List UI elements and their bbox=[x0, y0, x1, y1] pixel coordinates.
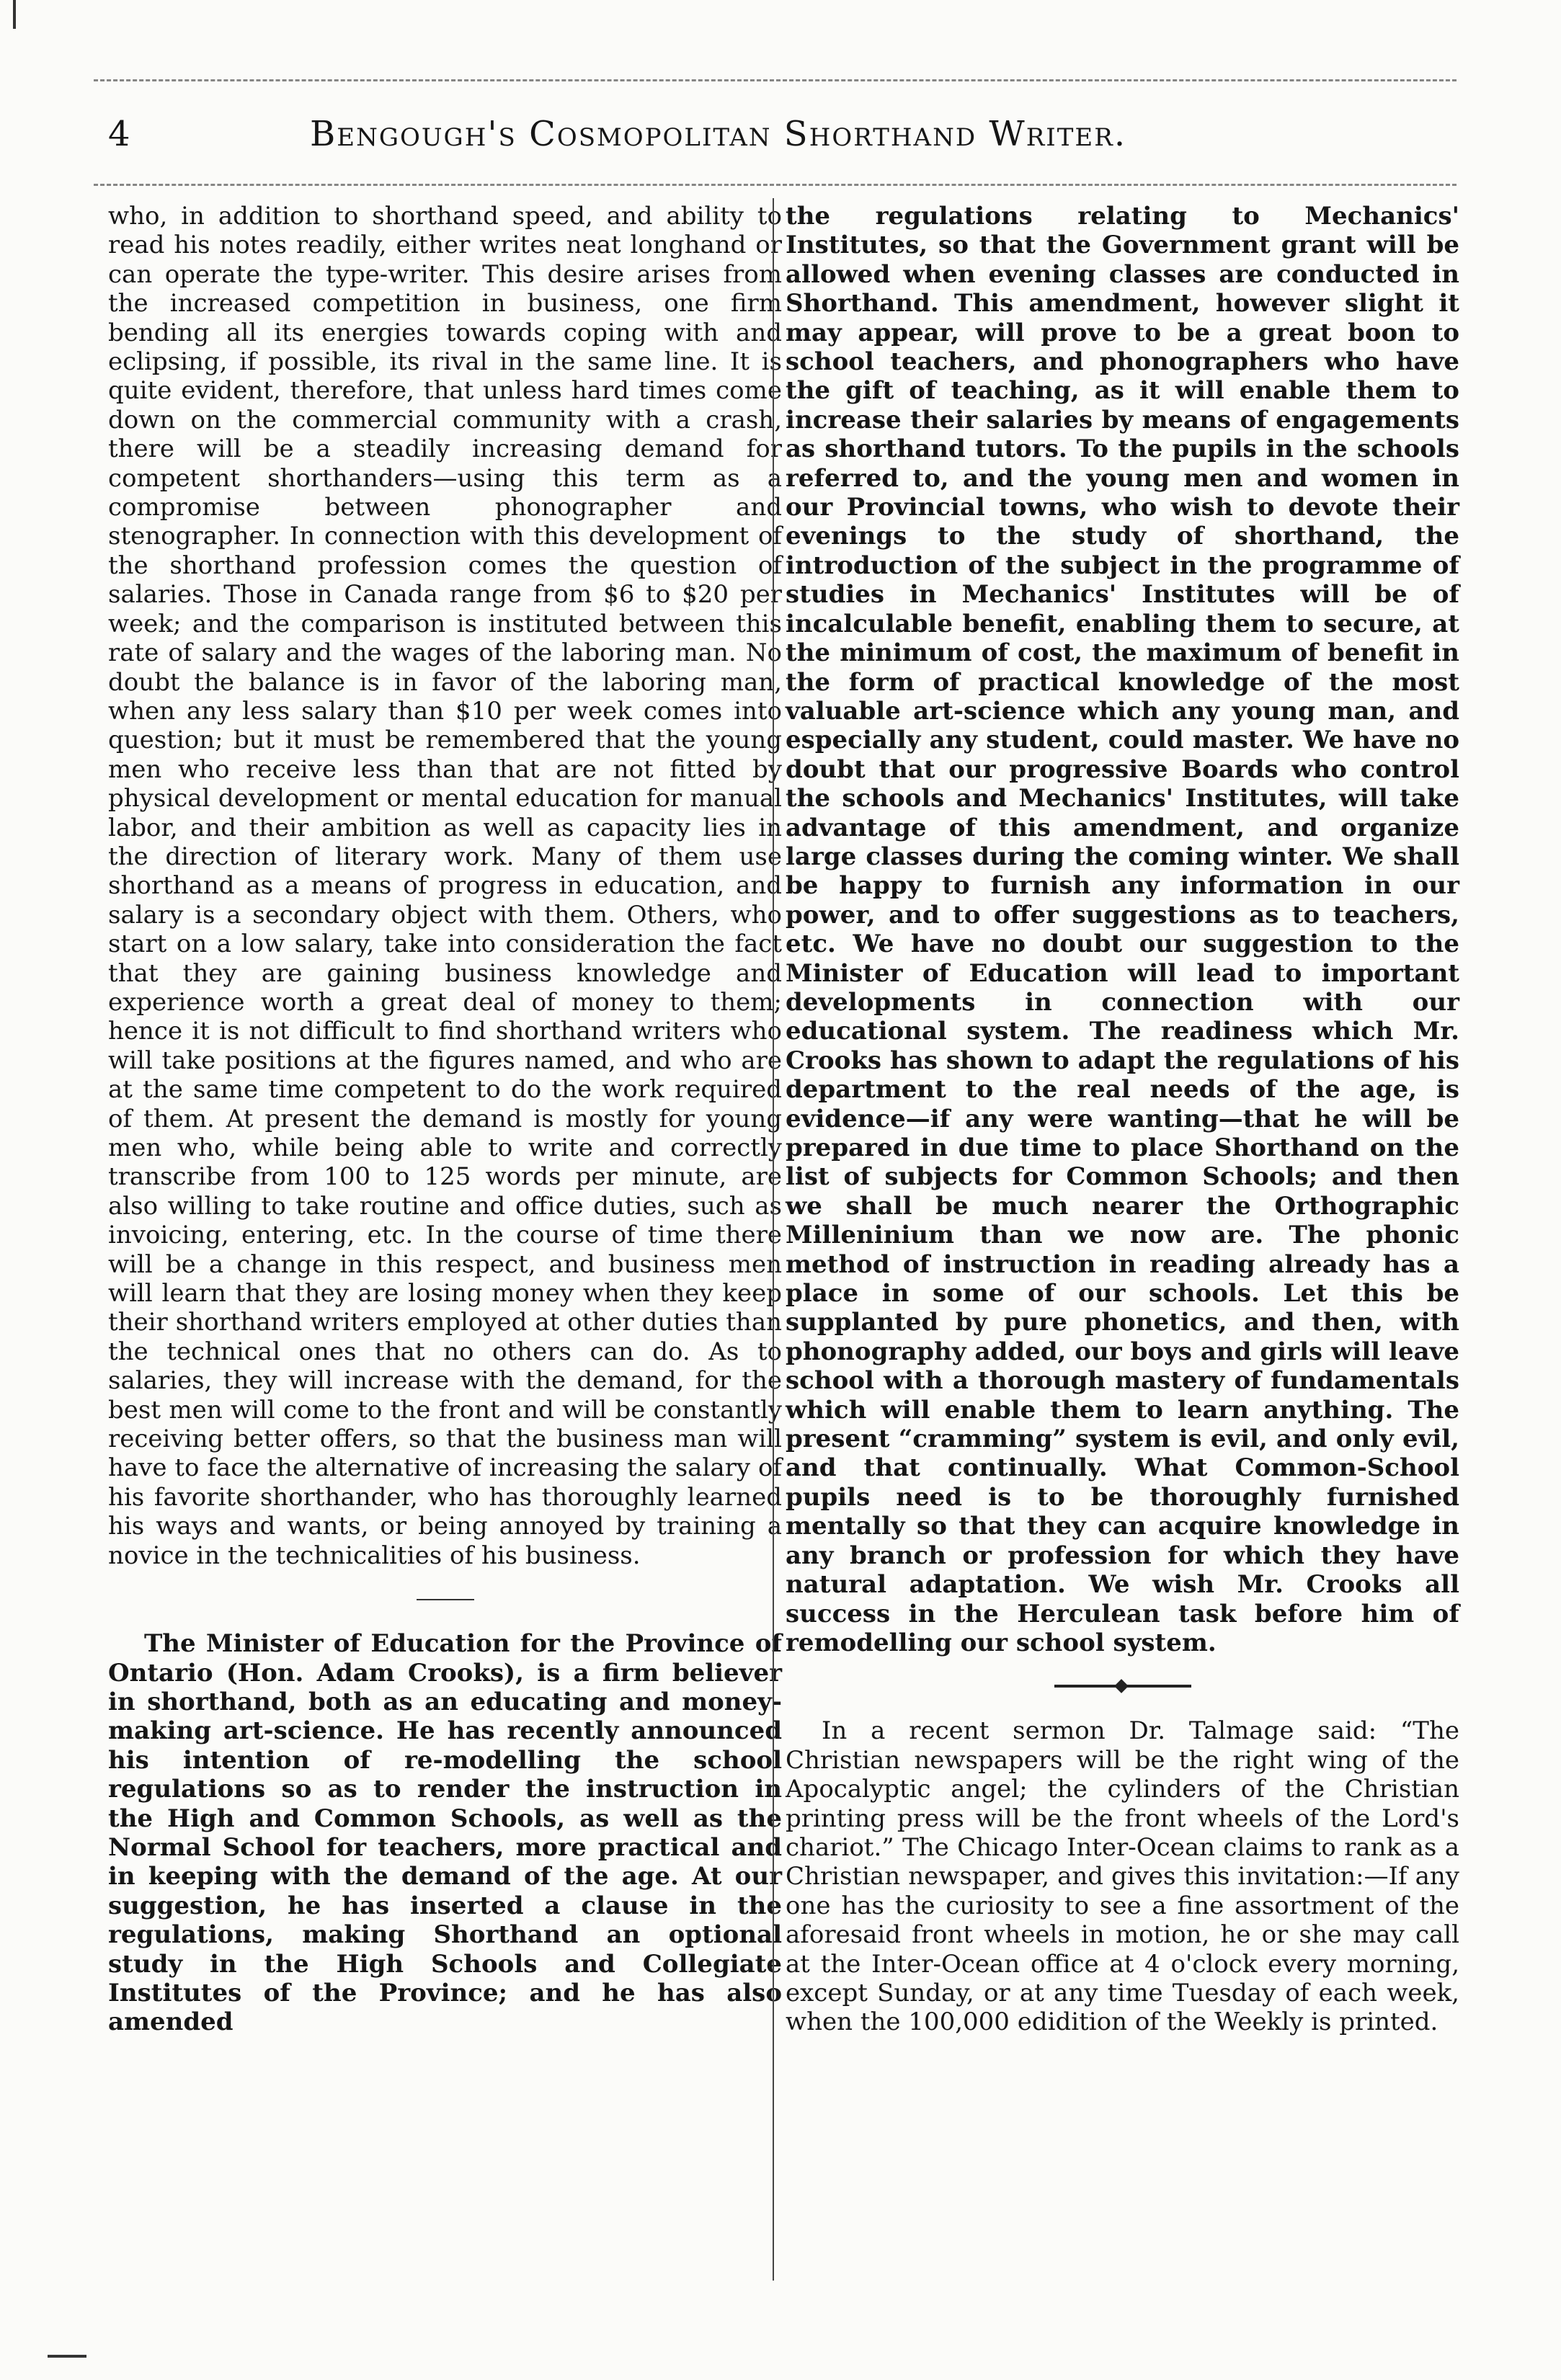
talmage-paragraph: In a recent sermon Dr. Talmage said: “The Christian newspapers will be the right wing of the Apocalyptic angel; the cylinders of the Christian printing press will be the front wheels of the Lord's chariot.” The Chicago Inter-Ocean claims to rank as a Christian newspaper, and gives this invitation:—If any one has the curiosity to see a fine assortment of the aforesaid front wheels in motion, he or she may call at the Inter-Ocean office at 4 o'clock every morning, except Sunday, or at any time Tuesday of each week, when the 100,000 edidition of the Weekly is printed. bbox=[786, 1716, 1459, 2037]
minister-of-education-paragraph: The Minister of Education for the Province of Ontario (Hon. Adam Crooks), is a firm believer in shorthand, both as an educating and money-making art-science. He has recently announced his intention of re-modelling the school regulations so as to render the instruction in the High and Common Schools, as well as the Normal School for teachers, more practical and in keeping with the demand of the age. At our suggestion, he has inserted a clause in the regulations, making Shorthand an optional study in the High Schools and Collegiate Institutes of the Province; and he has also amended bbox=[108, 1629, 782, 2037]
section-divider bbox=[417, 1599, 474, 1600]
page-header bbox=[94, 108, 1457, 166]
right-column bbox=[786, 202, 1459, 2037]
ornamental-divider bbox=[1054, 1685, 1191, 1688]
column-divider bbox=[773, 198, 774, 2281]
header-rule bbox=[94, 184, 1457, 186]
mechanics-institutes-paragraph: the regulations relating to Mechanics' Institutes, so that the Government grant will be allowed when evening classes are conducted in Shorthand. This amendment, however slight it may appear, will prove to be a great boon to school teachers, and phonographers who have the gift of teaching, as it will enable them to increase their salaries by means of engagements as shorthand tutors. To the pupils in the schools referred to, and the young men and women in our Provincial towns, who wish to devote their evenings to the study of shorthand, the introduction of the subject in the programme of studies in Mechanics' Institutes will be of incalculable benefit, enabling them to secure, at the minimum of cost, the maximum of benefit in the form of practical knowledge of the most valuable art-science which any young man, and especially any student, could master. We have no doubt that our progressive Boards who control the schools and Mechanics' Institutes, will take advantage of this amendment, and organize large classes during the coming winter. We shall be happy to furnish any information in our power, and to offer suggestions as to teachers, etc. We have no doubt our suggestion to the Minister of Education will lead to important developments in connection with our educational system. The readiness which Mr. Crooks has shown to adapt the regulations of his department to the real needs of the age, is evidence—if any were wanting—that he will be prepared in due time to place Shorthand on the list of subjects for Common Schools; and then we shall be much nearer the Orthographic Milleninium than we now are. The phonic method of instruction in reading already has a place in some of our schools. Let this be supplanted by pure phonetics, and then, with phonography added, our boys and girls will leave school with a thorough mastery of fundamentals which will enable them to learn anything. The present “cramming” system is evil, and only evil, and that continually. What Common-School pupils need is to be thoroughly furnished mentally so that they can acquire knowledge in any branch or profession for which they have natural adaptation. We wish Mr. Crooks all success in the Herculean task before him of remodelling our school system. bbox=[786, 202, 1459, 1657]
left-column bbox=[108, 202, 782, 2037]
margin-mark bbox=[13, 0, 16, 29]
page-number: 4 bbox=[108, 114, 130, 154]
bottom-mark bbox=[48, 2355, 86, 2358]
top-rule bbox=[94, 79, 1457, 81]
salaries-paragraph: who, in addition to shorthand speed, and ability to read his notes readily, either writes neat longhand or can operate the type-writer. This desire arises from the increased competition in business, one firm bending all its energies towards coping with and eclipsing, if possible, its rival in the same line. It is quite evident, therefore, that unless hard times come down on the commercial community with a crash, there will be a steadily increasing demand for competent shorthanders—using this term as a compromise between phonographer and stenographer. In connection with this development of the shorthand profession comes the question of salaries. Those in Canada range from $6 to $20 per week; and the comparison is instituted between this rate of salary and the wages of the laboring man. No doubt the balance is in favor of the laboring man, when any less salary than $10 per week comes into question; but it must be remembered that the young men who receive less than that are not fitted by physical development or mental education for manual labor, and their ambition as well as capacity lies in the direction of literary work. Many of them use shorthand as a means of progress in education, and salary is a secondary object with them. Others, who start on a low salary, take into consideration the fact that they are gaining business knowledge and experience worth a great deal of money to them; hence it is not difficult to find shorthand writers who will take positions at the figures named, and who are at the same time competent to do the work required of them. At present the demand is mostly for young men who, while being able to write and correctly transcribe from 100 to 125 words per minute, are also willing to take routine and office duties, such as invoicing, entering, etc. In the course of time there will be a change in this respect, and business men will learn that they are losing money when they keep their shorthand writers employed at other duties than the technical ones that no others can do. As to salaries, they will increase with the demand, for the best men will come to the front and will be constantly receiving better offers, so that the business man will have to face the alternative of increasing the salary of his favorite shorthander, who has thoroughly learned his ways and wants, or being annoyed by training a novice in the technicalities of his business. bbox=[108, 202, 782, 1570]
running-title: Bengough's Cosmopolitan Shorthand Writer. bbox=[310, 114, 1127, 154]
